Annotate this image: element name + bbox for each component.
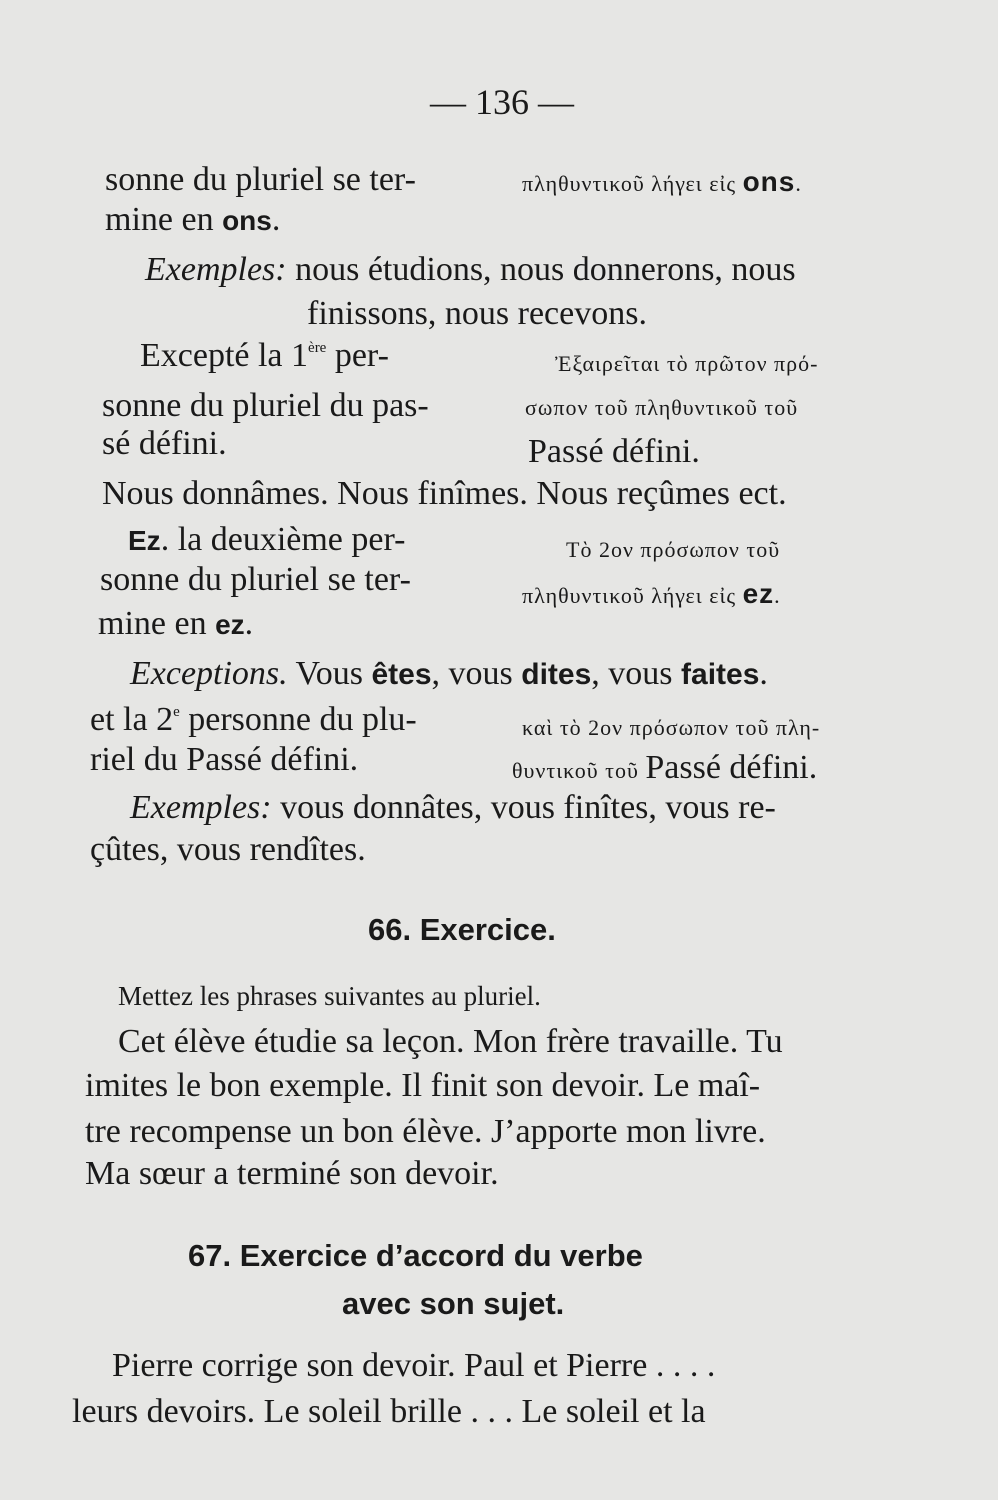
example-line bbox=[130, 788, 776, 828]
text-line bbox=[128, 520, 405, 561]
greek-line: σωπον τοῦ πληθυντικοῦ τοῦ bbox=[525, 395, 799, 420]
example-line-cont: çûtes, vous rendîtes. bbox=[90, 831, 366, 868]
text: , vous bbox=[591, 655, 682, 692]
greek-text: πληθυντικοῦ λήγει εἰς bbox=[522, 171, 743, 196]
text-line bbox=[90, 700, 417, 740]
example-text: nous étudions, nous donnerons, nous bbox=[286, 251, 796, 288]
section-heading: 67. Exercice d’accord du verbe bbox=[188, 1238, 643, 1273]
greek-line: Τὸ 2ον πρόσωπον τοῦ bbox=[566, 537, 781, 562]
greek-line bbox=[512, 748, 817, 791]
greek-text: πληθυντικοῦ λήγει εἰς bbox=[522, 583, 743, 608]
text: Vous bbox=[287, 655, 372, 692]
punct: . bbox=[759, 655, 768, 692]
text: personne du plu- bbox=[179, 701, 417, 738]
bold-ending: ons bbox=[742, 166, 796, 197]
text: per- bbox=[326, 337, 389, 374]
text: mine en bbox=[105, 201, 223, 238]
example-text: vous donnâtes, vous finîtes, vous re- bbox=[271, 789, 776, 826]
exercise-line: Cet élève étudie sa leçon. Mon frère travaille. Tu bbox=[118, 1023, 783, 1060]
example-label: Exemples: bbox=[145, 251, 287, 288]
exercise-line: imites le bon exemple. Il finit son devoir. Le maî- bbox=[85, 1067, 761, 1104]
greek-line bbox=[522, 162, 802, 204]
exercise-line: tre recompense un bon élève. J’apporte mon livre. bbox=[85, 1113, 766, 1150]
greek-line: καὶ τὸ 2ον πρόσωπον τοῦ πλη- bbox=[522, 715, 821, 740]
text-line: riel du Passé défini. bbox=[90, 741, 359, 778]
superscript: e bbox=[173, 704, 180, 720]
bold-word: êtes bbox=[371, 658, 432, 691]
bold-word: dites bbox=[521, 658, 592, 691]
bold-ending: Ez bbox=[128, 525, 161, 556]
bold-ending: ez bbox=[742, 578, 775, 609]
text-line: Nous donnâmes. Nous finîmes. Nous reçûmes ect. bbox=[102, 475, 787, 512]
punct: . bbox=[244, 605, 254, 642]
punct: . bbox=[795, 171, 802, 196]
text: Passé défini. bbox=[645, 749, 818, 786]
text-line bbox=[105, 200, 280, 241]
example-line-cont: finissons, nous recevons. bbox=[307, 295, 647, 332]
greek-line: Ἐξαιρεῖται τὸ πρῶτον πρό- bbox=[555, 351, 819, 376]
punct: . bbox=[774, 583, 781, 608]
bold-ending: ez bbox=[215, 609, 245, 640]
text: et la 2 bbox=[90, 701, 174, 738]
text-line: sé défini. bbox=[102, 425, 227, 462]
text-line: Passé défini. bbox=[528, 433, 700, 470]
example-label: Exemples: bbox=[130, 789, 272, 826]
text-line: sonne du pluriel du pas- bbox=[102, 387, 429, 424]
section-heading: 66. Exercice. bbox=[368, 912, 556, 947]
exercise-line: Pierre corrige son devoir. Paul et Pierre . . . . bbox=[112, 1347, 716, 1384]
instruction: Mettez les phrases suivantes au pluriel. bbox=[118, 981, 541, 1011]
text-line: sonne du pluriel se ter- bbox=[100, 561, 411, 598]
exercise-line: leurs devoirs. Le soleil brille . . . Le soleil et la bbox=[72, 1393, 706, 1430]
page-number: — 136 — bbox=[430, 82, 574, 122]
text: . la deuxième per- bbox=[160, 521, 406, 558]
text: , vous bbox=[431, 655, 522, 692]
text-line bbox=[140, 336, 389, 376]
bold-ending: ons bbox=[222, 205, 272, 236]
text: mine en bbox=[98, 605, 216, 642]
bold-word: faites bbox=[681, 658, 760, 691]
text-line bbox=[98, 604, 253, 645]
exceptions-label: Exceptions. bbox=[130, 655, 288, 692]
exercise-line: Ma sœur a terminé son devoir. bbox=[85, 1155, 499, 1192]
superscript: ère bbox=[308, 340, 327, 356]
text-line: sonne du pluriel se ter- bbox=[105, 161, 416, 198]
exceptions-line bbox=[130, 654, 768, 695]
greek-text: θυντικοῦ τοῦ bbox=[512, 758, 646, 783]
text: Excepté la 1 bbox=[140, 337, 309, 374]
punct: . bbox=[271, 201, 281, 238]
greek-line bbox=[522, 574, 781, 616]
section-heading: avec son sujet. bbox=[342, 1286, 565, 1321]
example-line bbox=[145, 250, 796, 290]
